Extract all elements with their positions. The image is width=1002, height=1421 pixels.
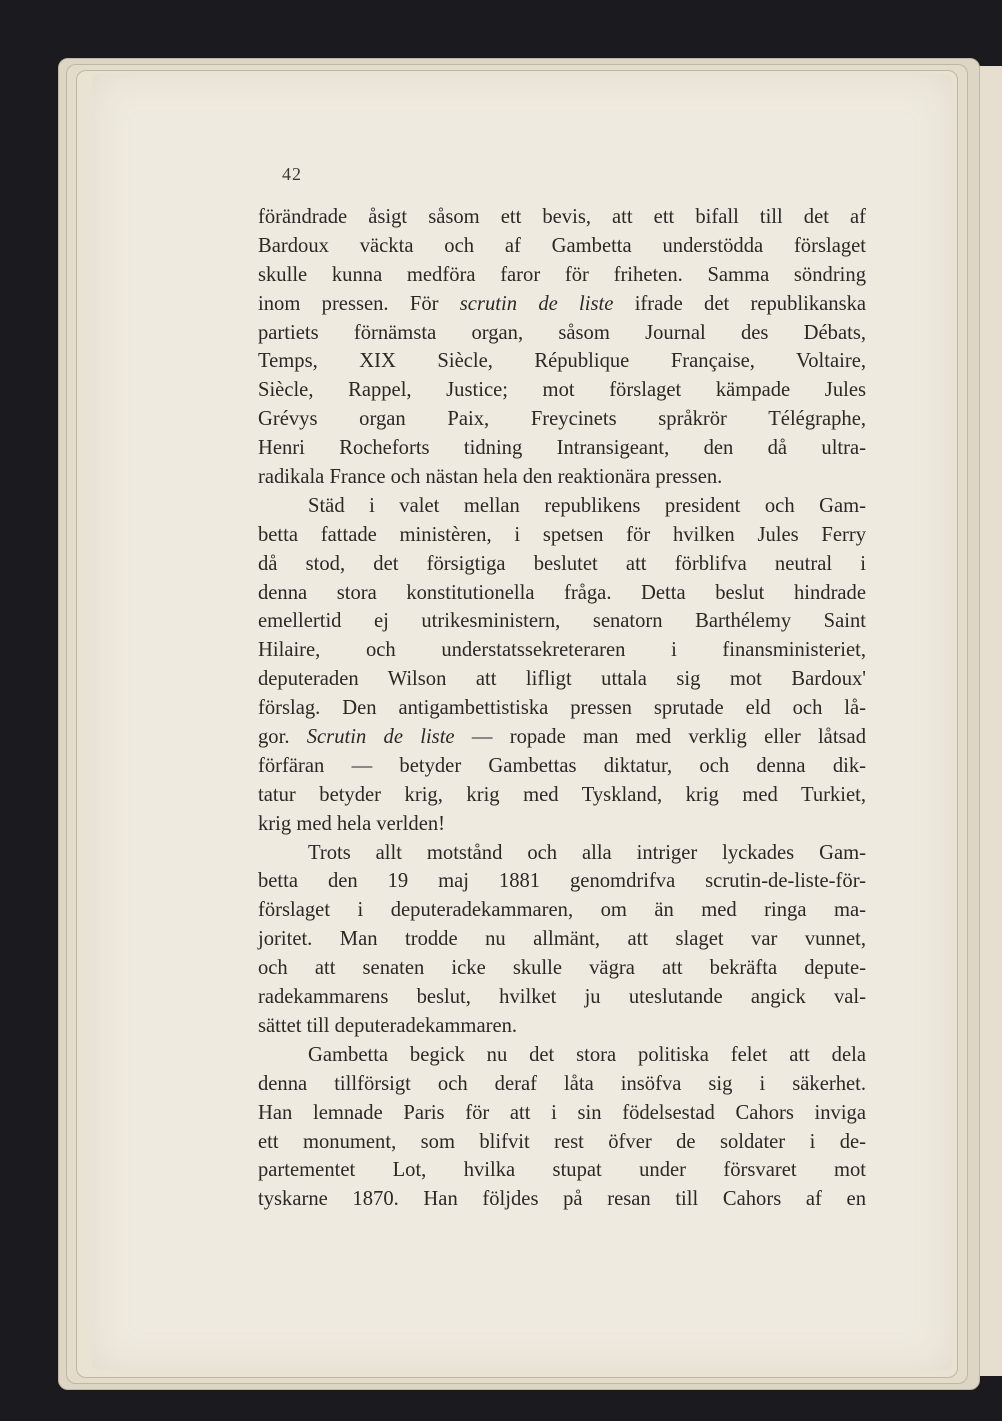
text-line: Städ i valet mellan republikens president och Gam- bbox=[308, 494, 866, 517]
text-line: förslaget i deputeradekammaren, om än med ringa ma- bbox=[258, 899, 866, 922]
text-span: — ropade man med verklig eller låtsad bbox=[454, 726, 866, 749]
text-line: förändrade åsigt såsom ett bevis, att ett bifall till det af bbox=[258, 206, 866, 228]
text-line: då stod, det försigtiga beslutet att förblifva neutral i bbox=[258, 552, 866, 575]
text-span: gor. bbox=[258, 726, 307, 749]
text-line: Han lemnade Paris för att i sin födelsestad Cahors inviga bbox=[258, 1101, 866, 1124]
text-line: förfäran — betyder Gambettas diktatur, och denna dik- bbox=[258, 754, 866, 777]
text-line: betta den 19 maj 1881 genomdrifva scrutin-de-liste-för- bbox=[258, 870, 866, 893]
text-line: Temps, XIX Siècle, République Française, Voltaire, bbox=[258, 350, 866, 373]
text-line: ett monument, som blifvit rest öfver de soldater i de- bbox=[258, 1130, 866, 1153]
text-line: förslag. Den antigambettistiska pressen sprutade eld och lå- bbox=[258, 697, 866, 720]
text-line: emellertid ej utrikesministern, senatorn Barthélemy Saint bbox=[258, 610, 866, 633]
text-span: ifrade det republikanska bbox=[613, 292, 867, 315]
text-line bbox=[258, 290, 866, 319]
text-line: denna tillförsigt och deraf låta insöfva sig i säkerhet. bbox=[258, 1072, 866, 1095]
text-line: och att senaten icke skulle vägra att bekräfta depute- bbox=[258, 957, 866, 980]
text-line: deputeraden Wilson att lifligt uttala sig mot Bardoux' bbox=[258, 668, 866, 691]
text-line: denna stora konstitutionella fråga. Detta beslut hindrade bbox=[258, 581, 866, 604]
text-line: Hilaire, och understatssekreteraren i finansministeriet, bbox=[258, 639, 866, 662]
text-line: tatur betyder krig, krig med Tyskland, krig med Turkiet, bbox=[258, 783, 866, 806]
text-line: skulle kunna medföra faror för friheten. Samma söndring bbox=[258, 263, 866, 286]
text-line bbox=[258, 723, 866, 752]
text-line: partementet Lot, hvilka stupat under försvaret mot bbox=[258, 1159, 866, 1182]
text-line: betta fattade ministèren, i spetsen för hvilken Jules Ferry bbox=[258, 523, 866, 546]
text-line: Siècle, Rappel, Justice; mot förslaget kämpade Jules bbox=[258, 379, 866, 402]
page-number: 42 bbox=[282, 164, 302, 184]
text-line: Trots allt motstånd och alla intriger lyckades Gam- bbox=[308, 841, 866, 864]
body-text bbox=[258, 203, 866, 1214]
text-line: radekammarens beslut, hvilket ju uteslutande angick val- bbox=[258, 986, 866, 1009]
text-line: partiets förnämsta organ, såsom Journal des Débats, bbox=[258, 321, 866, 344]
text-line: radikala France och nästan hela den reaktionära pressen. bbox=[258, 466, 723, 489]
text-line: Gambetta begick nu det stora politiska felet att dela bbox=[308, 1043, 866, 1066]
text-line: Henri Rocheforts tidning Intransigeant, den då ultra- bbox=[258, 437, 866, 460]
text-line: Bardoux väckta och af Gambetta understödda förslaget bbox=[258, 234, 866, 257]
text-line: Grévys organ Paix, Freycinets språkrör Télégraphe, bbox=[258, 408, 866, 431]
text-span: inom pressen. För bbox=[258, 292, 460, 315]
text-line: joritet. Man trodde nu allmänt, att slaget var vunnet, bbox=[258, 928, 866, 951]
text-line: tyskarne 1870. Han följdes på resan till Cahors af en bbox=[258, 1188, 866, 1211]
text-line: sättet till deputeradekammaren. bbox=[258, 1014, 518, 1037]
text-line: krig med hela verlden! bbox=[258, 812, 445, 835]
italic-phrase: scrutin de liste bbox=[459, 292, 614, 315]
italic-phrase: Scrutin de liste bbox=[306, 726, 455, 749]
